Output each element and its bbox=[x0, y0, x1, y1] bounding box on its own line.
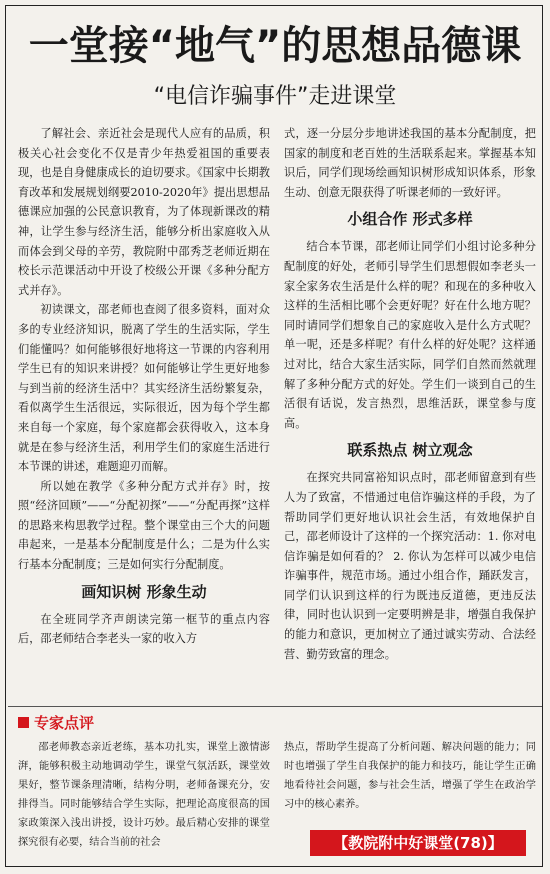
review-title: 专家点评 bbox=[34, 713, 95, 732]
article-title: 一堂接“地气”的思想品德课 bbox=[28, 23, 522, 69]
section-heading: 画知识树 形象生动 bbox=[81, 582, 207, 601]
section-heading: 小组合作 形式多样 bbox=[347, 210, 473, 229]
paragraph: 了解社会、亲近社会是现代人应有的品质，积极关心社会变化不仅是青少年热爱祖国的重要表现，也是自身健康成长的迫切要求。《国家中长期教育改革和发展规划纲要2010-2020年》提出思想品德课应加强的公民意识教育，为了体现新课改的精神，让学生参与经济生活，能够分析出家庭收入从而体会到父母的辛劳，教院附中邵秀芝老师近期在校长示范课活动中开设了校级公开课《多种分配方式并存》。 bbox=[18, 127, 270, 297]
article-column-right bbox=[284, 124, 536, 664]
red-square-icon bbox=[18, 717, 29, 728]
review-header bbox=[18, 712, 94, 732]
review-column-right bbox=[284, 738, 536, 814]
review-paragraph: 邵老师教态亲近老练，基本功扎实，课堂上激情澎湃，能够积极主动地调动学生，课堂气氛活跃，课堂效果好，整节课条理清晰，结构分明，老师备课充分，安排得当。同时能够结合学生实际，把理论高度很高的国家政策深入浅出讲授，设计巧妙。最后精心安排的课堂探究很有必要，结合当前的社会 bbox=[18, 742, 270, 848]
paragraph: 结合本节课，邵老师让同学们小组讨论多种分配制度的好处，老师引导学生们思想假如李老头一家全家务农生活是什么样的呢？和现在的多种收入这样的生活相比哪个会更好呢？好在什么地方呢？同时请同学们想象自己的家庭收入是什么方式呢？单一呢，还是多样呢？有什么样的好处呢？这样通过对比，结合大家生活实际，同学们自然而然就理解了多种分配方式的好处。学生们一谈到自己的生活很有话说，发言热烈，思维活跃，课堂参与度高。 bbox=[284, 240, 536, 430]
section-heading: 联系热点 树立观念 bbox=[347, 441, 473, 460]
review-paragraph: 热点，帮助学生提高了分析问题、解决问题的能力；同时也增强了学生自我保护的能力和技巧，能让学生正确地看待社会问题，参与社会生活，增强了学生在政治学习中的核心素养。 bbox=[284, 742, 536, 810]
series-badge: 【教院附中好课堂(78)】 bbox=[310, 830, 526, 856]
paragraph: 在全班同学齐声朗读完第一框节的重点内容后，邵老师结合李老头一家的收入方 bbox=[18, 612, 270, 646]
review-column-left bbox=[18, 738, 270, 852]
article-subtitle: “电信诈骗事件”走进课堂 bbox=[153, 84, 397, 109]
paragraph: 初读课文，邵老师也查阅了很多资料，面对众多的专业经济知识，脱离了学生的生活实际，学生们能懂吗？如何能够很好地将这一节课的内容利用学生已有的知识来讲授？如何能够让学生更好地参与到当前的经济生活中？其实经济生活纷繁复杂，看似离学生生活很远，实际很近，因为每个学生都来自每一个家庭，每个家庭都会获得收入，这本身就是在参与经济生活，利用学生们的家庭生活进行本节课的讲述，难题迎刃而解。 bbox=[18, 303, 270, 474]
paragraph: 所以她在教学《多种分配方式并存》时，按照“经济回顾”——“分配初探”——“分配再探”这样的思路来构思教学过程。整个课堂由三个大的问题串起来，一是基本分配制度是什么；二是为什么实行基本分配制度；三是如何实行分配制度。 bbox=[18, 479, 270, 572]
section-divider bbox=[8, 706, 542, 707]
article-column-left bbox=[18, 124, 270, 649]
paragraph: 式，逐一分层分步地讲述我国的基本分配制度，把国家的制度和老百姓的生活联系起来。掌握基本知识后，同学们现场绘画知识树形成知识体系，形象生动、创意无限获得了听课老师的一致好评。 bbox=[284, 127, 536, 199]
paragraph: 在探究共同富裕知识点时，邵老师留意到有些人为了致富，不惜通过电信诈骗这样的手段，为了帮助同学们更好地认识社会生活，有效地保护自己，邵老师设计了这样的一个探究活动：1. 你对电信诈骗是如何看的？ 2. 你认为怎样可以减少电信诈骗事件，规范市场。通过小组合作，踊跃发言，同学们认识到这样的行为既违反道德，更违反法律，同时也认识到一定要明辨是非，增强自我保护的能力和意识，更加树立了通过诚实劳动、合法经营、勤劳致富的理念。 bbox=[284, 471, 536, 661]
